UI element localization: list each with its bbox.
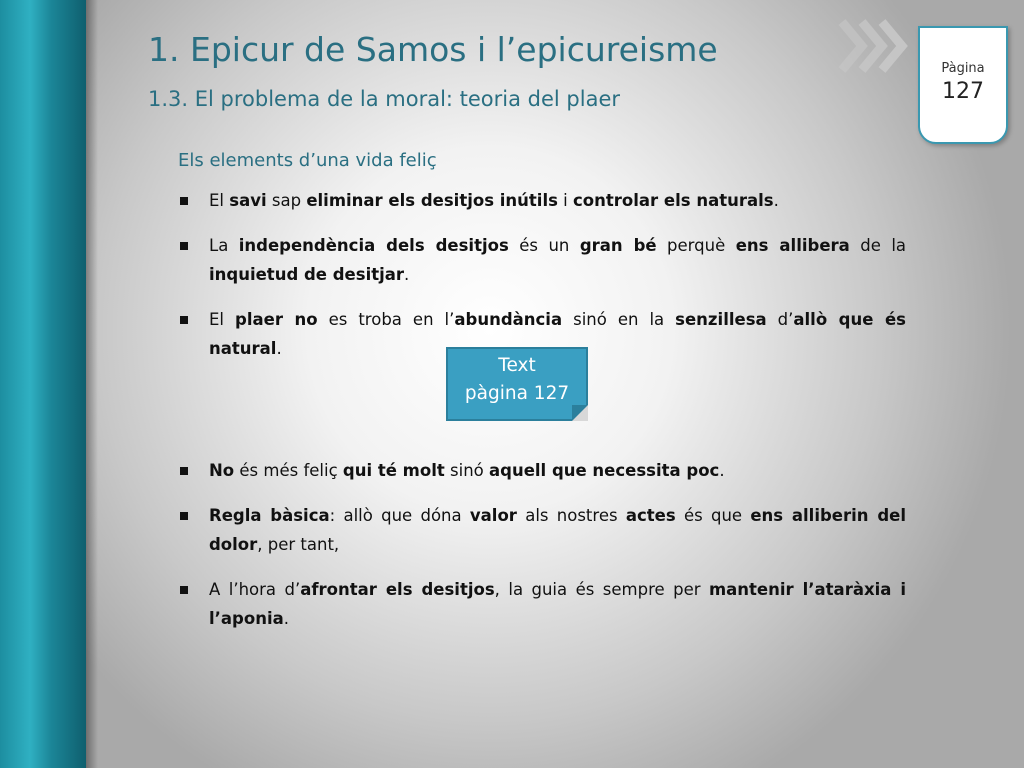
bold-text: valor bbox=[469, 506, 517, 525]
bold-text: actes bbox=[625, 506, 676, 525]
text-segment: . bbox=[276, 339, 282, 358]
text-segment: : allò que dóna bbox=[329, 506, 470, 525]
bold-text: independència dels desitjos bbox=[238, 236, 509, 255]
bold-text: aquell que necessita poc bbox=[489, 461, 720, 480]
text-segment: , per tant, bbox=[257, 535, 340, 554]
bold-text: Regla bàsica bbox=[209, 506, 330, 525]
page-subtitle: 1.3. El problema de la moral: teoria del plaer bbox=[148, 87, 621, 111]
text-segment: sinó bbox=[444, 461, 489, 480]
text-segment: A l’hora d’ bbox=[209, 580, 301, 599]
bold-text: savi bbox=[229, 191, 267, 210]
text-segment: La bbox=[209, 236, 239, 255]
text-segment: es troba en l’ bbox=[317, 310, 455, 329]
text-segment: és que bbox=[675, 506, 751, 525]
text-segment: és més feliç bbox=[234, 461, 343, 480]
bullet-item bbox=[178, 501, 906, 559]
square-bullet-icon bbox=[180, 316, 188, 324]
page-fold-icon bbox=[572, 405, 588, 421]
bullet-list-bottom bbox=[178, 456, 906, 649]
page-label: Pàgina bbox=[941, 61, 985, 76]
callout-line-1: Text bbox=[498, 355, 536, 376]
text-segment: El bbox=[209, 191, 230, 210]
text-segment: sap bbox=[266, 191, 307, 210]
text-segment: és un bbox=[508, 236, 580, 255]
square-bullet-icon bbox=[180, 512, 188, 520]
page-number: 127 bbox=[942, 79, 984, 104]
bold-text: No bbox=[209, 461, 235, 480]
text-segment: sinó en la bbox=[562, 310, 676, 329]
bold-text: senzillesa bbox=[675, 310, 767, 329]
text-segment: de la bbox=[849, 236, 907, 255]
text-reference-button[interactable] bbox=[446, 347, 588, 421]
bullet-item bbox=[178, 186, 906, 215]
callout-line-2: pàgina 127 bbox=[464, 383, 570, 404]
text-segment: , la guia és sempre per bbox=[494, 580, 709, 599]
text-segment: perquè bbox=[656, 236, 736, 255]
text-segment: i bbox=[557, 191, 574, 210]
bold-text: inquietud de desitjar bbox=[209, 265, 405, 284]
bold-text: ens allibera bbox=[735, 236, 850, 255]
chevron-right-icon bbox=[836, 16, 916, 76]
bold-text: ens alliberin del dolor bbox=[209, 506, 906, 554]
bullet-item bbox=[178, 456, 906, 485]
text-segment: El bbox=[209, 310, 236, 329]
square-bullet-icon bbox=[180, 242, 188, 250]
bold-text: eliminar els desitjos inútils bbox=[306, 191, 558, 210]
text-segment: . bbox=[283, 609, 289, 628]
bold-text: afrontar els desitjos bbox=[300, 580, 495, 599]
bullet-item bbox=[178, 231, 906, 289]
bullet-item bbox=[178, 575, 906, 633]
text-segment: d’ bbox=[766, 310, 794, 329]
bold-text: plaer no bbox=[235, 310, 318, 329]
bold-text: qui té molt bbox=[342, 461, 445, 480]
page-title: 1. Epicur de Samos i l’epicureisme bbox=[148, 30, 718, 69]
bold-text: controlar els naturals bbox=[573, 191, 774, 210]
sidebar-band bbox=[0, 0, 86, 768]
square-bullet-icon bbox=[180, 197, 188, 205]
text-segment: als nostres bbox=[516, 506, 626, 525]
bold-text: abundància bbox=[454, 310, 563, 329]
square-bullet-icon bbox=[180, 586, 188, 594]
text-segment: . bbox=[404, 265, 410, 284]
text-segment: . bbox=[719, 461, 725, 480]
square-bullet-icon bbox=[180, 467, 188, 475]
text-segment: . bbox=[773, 191, 779, 210]
bold-text: gran bé bbox=[579, 236, 657, 255]
page-badge bbox=[918, 26, 1008, 144]
bold-text: allò que és natural bbox=[209, 310, 906, 358]
bold-text: mantenir l’ataràxia i l’aponia bbox=[209, 580, 907, 628]
section-heading: Els elements d’una vida feliç bbox=[178, 150, 437, 171]
